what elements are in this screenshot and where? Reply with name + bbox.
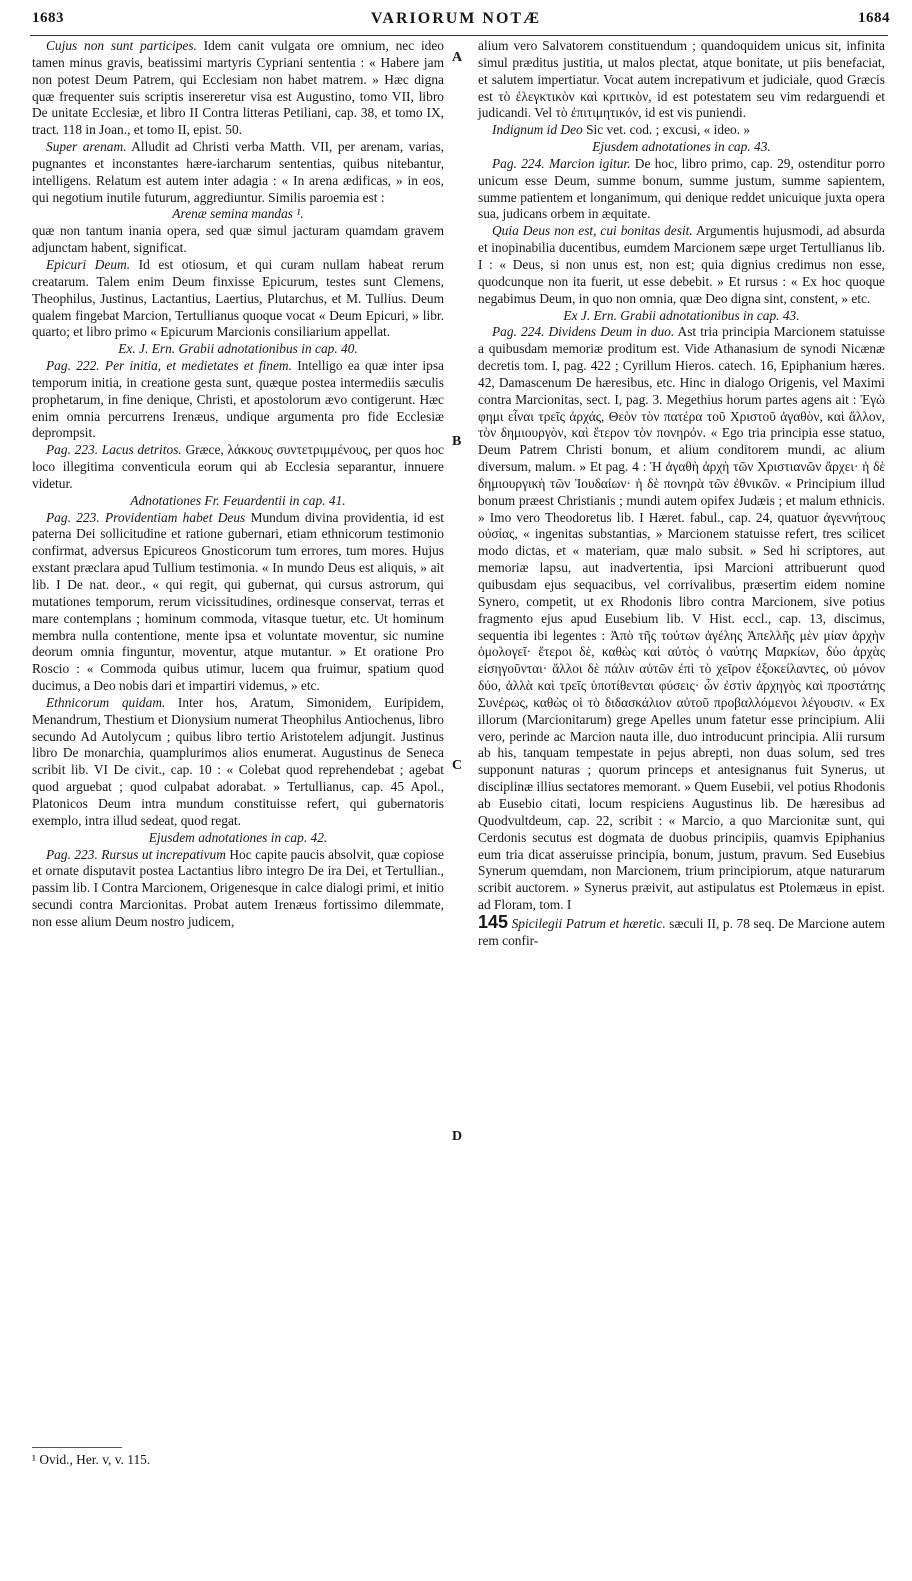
margin-marker-d: D — [452, 1129, 463, 1144]
lemma: Pag. 223. Lacus detritos. — [46, 442, 182, 458]
paragraph-tail — [478, 911, 885, 950]
paragraph-text: Ast tria principia Marcionem statuisse a quibusdam memoriæ proditum est. Vide Athanasium de synodi Nicænæ decretis tom. I, pag. 422 ; Cyrillum Hieros. catech. 16, Epiphanium hæres. 42, Damascenum De hæresibus, etc. Hinc in dialogo Origenis, vel Maximi contra Marcionitas, sect. I, pag. 3. Megethius horum partes agens ait : Ἐγὼ φημι εἶναι τρεῖς ἀρχάς, Θεὸν τὸν πατέρα τοῦ Χριστοῦ ἀγαθὸν, καὶ ἄλλον, τὸν δημιουργὸν, καὶ ἕτερον τὸν πονηρόν. « Ego tria principia esse statuo, Deum Patrem Christi bonum, et alium conditorem mundi, ac alium diversum, malum. » Et pag. 4 : Ἡ ἀγαθὴ ἀρχὴ τῶν Χριστιανῶν ἄρχει· ἡ δὲ δημιουργικὴ τῶν Ἰουδαίων· ἡ δὲ πονηρὰ τῶν ἐθνικῶν. « Principium illud bonum præest Christianis ; mundi autem opifex Judæis ; et malum ethnicis. » Imo vero Theodoretus lib. I Hæret. fabul., cap. 24, quatuor ἀγεννήτους οὐσίας, « ingenitas substantias, » Marcionem statuisse refert, tres scilicet modo dictas, et « materiam, quæ malo subsit. » Sed hi scriptores, aut memoriæ lapsu, aut inadvertentia, ipsi Marcioni attribuerunt quod quibusdam ejus sequacibus, vel corrivalibus, præsertim eidem nomine Synero, competit, ut ex Rhodonis libro contra Marcionem, sive potius fragmento ejus apud Eusebium lib. V Hist. eccl., cap. 13, discimus, sequentia ibi legentes : Ἀπὸ τῆς τούτων ἀγέλης Ἀπελλῆς μὲν μίαν ἀρχὴν ὁμολογεῖ· ἕτεροι δὲ, καθὼς καὶ αὐτὸς ὁ ναύτης Μαρκίων, δύο ἀρχὰς εἰσηγοῦνται· ἄλλοι δὲ πάλιν αὐτῶν ἐπὶ τὸ χεῖρον ἐξοκείλαντες, οὐ μόνον δύο, ἀλλὰ καὶ τρεῖς ὑποτίθενται φύσεις· ὧν ἐστὶν ἀρχηγὸς καὶ προστάτης Συνέρως, καθὼς οἱ τὸ διδασκάλιον αὐτοῦ προβαλλόμενοι λέγουσιν. « Ex illorum (Marcionitarum) grege Apelles unum fatetur esse principium. Alii vero, perinde ac Marcion nauta ille, duo introducunt principia. Alii rursum ab his, tanquam tempestate in pejus abrepti, non duas solum, sed tres supponunt naturas ; quorum princeps et antesignanus fuit Synerus, ut disciplinæ illius sectatores memorant. » Quem Eusebii, vel potius Rhodonis ab Eusebio citati, locum respiciens Augustinus lib. De hæresibus ad Quodvultdeum, cap. 22, scribit : « Marcio, a quo Marcionitæ sunt, qui Cerdonis secutus est dogmata de duobus principiis, quamvis Epiphanius eum tria dicat asseruisse principia, bonum, justum, pravum. Sed Eusebius Synerum quemdam, non Marcionem, trium principiorum, atque naturarum scribit auctorem. » Synerus præivit, aut astipulatus est Ptolemæus in epist. ad Floram, tom. I — [478, 324, 885, 913]
section-heading: Ejusdem adnotationes in cap. 43. — [592, 139, 771, 155]
paragraph-text: Intelligo ea quæ inter ipsa temporum initia, in creatione gesta sunt, quæque postea intermediis sæculis prophetarum, in fine denique, Christi, et apostolorum ævo contigerunt. Hæc enim omnia percurrens Irenæus, undique argumenta pro fide Ecclesiæ deprompsit. — [32, 358, 444, 441]
footnote-rule — [32, 1447, 122, 1448]
paragraph-text: Alludit ad Christi verba Matth. VII, per arenam, varias, pugnantes et inconstantes hære-iarcharum sententias, quibus nitebantur, intelligens. Relatum est autem inter adagia : « In arena ædificas, » in eos, qui negotium inutile futurum, aggrediuntur. Similis paroemia est : — [32, 139, 444, 205]
section-heading: Ejusdem adnotationes in cap. 42. — [148, 829, 328, 845]
paragraph-text: quæ non tantum inania opera, sed quæ simul jacturam quamdam gravem adjunctam habent, significat. — [32, 223, 444, 256]
running-header — [0, 0, 912, 40]
section-heading: Ex J. Ern. Grabii adnotationibus in cap. 43. — [563, 307, 800, 323]
note-paragraph — [32, 139, 444, 206]
right-text-column — [478, 38, 885, 950]
lemma: Cujus non sunt participes. — [46, 38, 197, 53]
paragraph-text: Græce, λάκκους συντετριμμένους, per quos hoc loco illegitima conventicula eorum qui ab Ecclesia separantur, innuere videtur. — [32, 442, 444, 491]
header-rule — [30, 35, 888, 36]
note-paragraph — [32, 695, 444, 830]
lemma: Pag. 223. Providentiam habet Deus — [46, 509, 246, 525]
lemma: Pag. 222. Per initia, et medietates et finem. — [46, 358, 292, 374]
margin-marker-a: A — [452, 50, 463, 65]
paragraph-text: alium vero Salvatorem constituendum ; quandoquidem unicus sit, infinita simul præditus justitia, ut malos plectat, atque bonitate, ut piis benefaciat, et salutem impertiatur. Vocat autem increpativum et judiciale, quod Græcis est τὸ ἐλεγκτικὸν καὶ κριτικὸν, id est potestatem seu vim redarguendi et judicandi. Vel τὸ ἐπιτιμητικόν, id est vis puniendi. — [478, 38, 885, 121]
section-heading: Adnotationes Fr. Feuardentii in cap. 41. — [130, 492, 346, 508]
note-paragraph — [478, 223, 885, 307]
section-heading: Ex. J. Ern. Grabii adnotationibus in cap. 40. — [118, 341, 358, 357]
note-paragraph — [32, 442, 444, 493]
lemma: Pag. 224. Marcion igitur. — [492, 155, 631, 171]
left-column-number: 1683 — [32, 10, 64, 26]
paragraph-text: Argumentis hujusmodi, ad absurda et inopinabilia ducentibus, eumdem Marcionem sæpe urget Tertullianus lib. I : « Deus, si non unus est, non est; quia dignius credimus non esse, quodcunque non ita fuerit, ut esse debebit. » Et rursus : « Ex hoc quoque negabimus Deum, in quo non omnia, quæ Deo digna sint, constent, » etc. — [478, 223, 885, 306]
left-text-column — [32, 38, 444, 931]
paragraph-text: De hoc, libro primo, cap. 29, ostenditur porro unicum esse Deum, summe bonum, summe justum, summe sapientem, summe patientem et longanimum, qui denique reddet unicuique juxta opera sua, judicans orbem in æquitate. — [478, 155, 885, 222]
paragraph-text: Inter hos, Aratum, Simonidem, Euripidem, Menandrum, Thestium et Dionysium numerat Theophilus Antiochenus, libro secundo Ad Autolycum ; quibus libro tertio Aristotelem adjungit. Justinus libro De monarchia, quamplurimos alios enumerat. Augustinus de Seneca scribit lib. VI De civit., cap. 10 : « Colebat quod reprehendebat ; agebat quod arguebat ; quod culpabat adorabat. » Tertullianus, cap. 45 Apol., Platonicos Deum intra mundum constituisse refert, qui gubernatoris exemplo, intra illud sedeat, quod regat. — [32, 694, 445, 828]
lemma: Epicuri Deum. — [46, 256, 131, 272]
note-paragraph — [478, 156, 885, 223]
lemma: Pag. 223. Rursus ut increpativum — [46, 846, 226, 862]
section-heading: Arenæ semina mandas ¹. — [172, 206, 304, 222]
lemma: Indignum id Deo — [492, 122, 583, 138]
margin-marker-c: C — [452, 758, 463, 773]
paragraph-text: Hoc capite paucis absolvit, quæ copiose et ornate disputavit postea Lactantius libro integro De ira Dei, et Tertullian., passim lib. I Contra Marcionem, Origenesque in calce dialogi primi, et initio secundi contra Marcionitas. Probat autem Irenæus fortissimo dilemmate, non esse alium Deum nostro judicem, — [32, 846, 444, 929]
note-paragraph — [32, 38, 444, 139]
marginal-page-number: 145 — [478, 911, 509, 932]
lemma: Pag. 224. Dividens Deum in duo. — [492, 324, 675, 340]
note-paragraph — [32, 257, 444, 341]
paragraph-text: sæculi II, p. 78 seq. De Marcione autem rem confir- — [478, 915, 885, 948]
lemma: Super arenam. — [46, 139, 127, 155]
lemma: Quia Deus non est, cui bonitas desit. — [492, 223, 693, 239]
note-paragraph — [32, 358, 444, 442]
running-title: VARIORUM NOTÆ — [370, 10, 542, 27]
note-paragraph — [478, 122, 885, 139]
margin-marker-b: B — [452, 434, 462, 449]
citation-title: Spicilegii Patrum et hæretic. — [508, 915, 666, 931]
right-column-number: 1684 — [858, 10, 890, 26]
lemma: Ethnicorum quidam. — [46, 694, 166, 710]
paragraph-text: Idem canit vulgata ore omnium, nec ideo tamen minus gravis, beatissimi martyris Cypriani sententia : « Habere jam non potest Deum Patrem, qui Ecclesiam non habet matrem. » Hæc digna quæ frequenter suis scriptis insereretur visa est Augustino, tomo VII, libro De unitate Ecclesiæ, et libro II Contra litteras Petiliani, cap. 38, et tomo IX, tract. 118 in Joan., et tomo II, epist. 50. — [32, 38, 445, 138]
note-paragraph — [32, 223, 444, 257]
paragraph-text: Id est otiosum, et qui curam nullam habeat rerum creatarum. Talem enim Deum finxisse Epicurum, testes sunt Clemens, Theophilus, Justinus, Lactantius, Laertius, Plutarchus, et M. Tullius. Deum qualem fingebat Marcion, Tertullianus quoque vocat « Deum Epicuri, » libr. quarto; et libro primo « Epicurum Marcionis consiliarium appellat. — [32, 256, 444, 340]
paragraph-text: Sic vet. cod. ; excusi, « ideo. » — [582, 122, 751, 138]
note-paragraph — [32, 847, 444, 931]
note-paragraph — [478, 324, 885, 914]
footnote: ¹ Ovid., Her. v, v. 115. — [32, 1452, 151, 1467]
paragraph-text: Mundum divina providentia, id est paterna Dei sollicitudine et ratione gubernari, etiam ethnicorum testimonio confirmat, adversus Epicureos Gnosticorum tum errores, tum mores. Hujus exstant præclara apud Tullium testimonia. « In mundo Deus est aliquis, » ait lib. I De nat. deor., « qui regit, qui gubernat, qui cursus astrorum, qui mutationes temporum, rerum vicissitudines, ordinesque conservat, terras et mare contemplans ; hominum commoda, vitasque tuetur, etc. Ut hominum membra nulla contentione, mente ipsa et voluntate moventur, sic numine deorum omnia finguntur, moventur, atque mutantur. » Et oratione Pro Roscio : « Commoda quibus utimur, lucem qua fruimur, spatium quod ducimus, a Deo nobis dari et impartiri videmus, » etc. — [32, 509, 445, 694]
note-paragraph — [32, 510, 444, 695]
note-paragraph — [478, 38, 885, 122]
